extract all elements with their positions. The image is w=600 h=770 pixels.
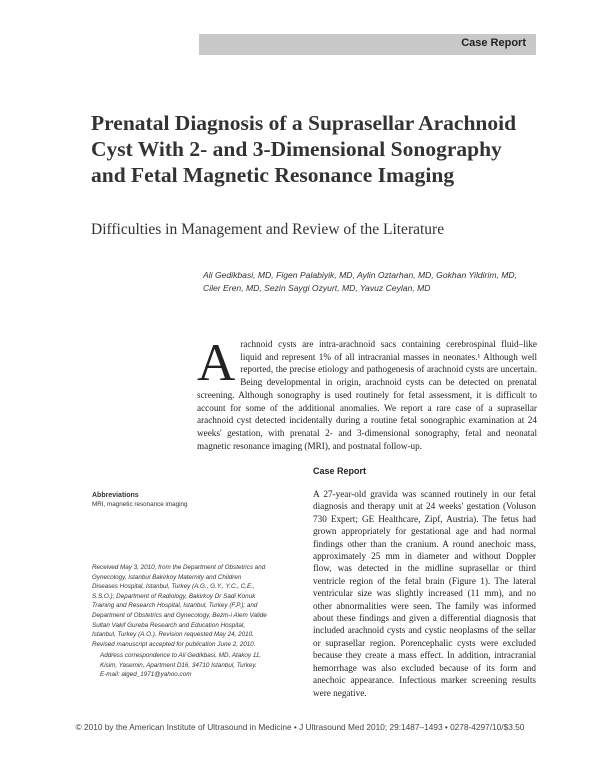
correspondence-email: E-mail: alged_1971@yahoo.com xyxy=(100,671,192,679)
case-report-body: A 27-year-old gravida was scanned routinely in our fetal diagnosis and therapy unit at 24 weeks' gestation (Voluson 730 Expert; GE Healthcare, Zipf, Austria). The fetus had grown appropriately for gestational age and had normal findings other than the cranium. A round anechoic mass, approximately 25 mm in diameter and without Doppler flow, was detected in the midline suprasellar or third ventricle region of the fetal brain (Figure 1). The lateral ventricular size was slightly increased (11 mm), and no other abnormalities were seen. The family was informed about these findings and given a differential diagnosis that included arachnoid cysts and cystic neoplasms of the sellar or suprasellar region. Porencephalic cysts were excluded because they create a mass effect. In addition, intracranial hemorrhage was also excluded because of its form and anechoic appearance. Infectious marker screening results were negative. xyxy=(313,489,536,698)
abstract-text: rachnoid cysts are intra-arachnoid sacs containing cerebrospinal fluid–like liquid and represent 1% of all intracranial masses in neonates.¹ Although well reported, the precise etiology and pathogenesis of arachnoid cysts are uncertain. Being developmental in origin, arachnoid cysts can be detected on prenatal screening. Although sonography is used routinely for fetal assessment, it is difficult to account for some of the additional anomalies. We report a rare case of a suprasellar arachnoid cyst detected incidentally during a routine fetal sonographic examination at 24 weeks' gestation, with prenatal 2- and 3-dimensional sonography, fetal and neonatal magnetic resonance imaging (MRI), and postnatal follow-up. xyxy=(197,339,537,451)
section-label: Case Report xyxy=(461,37,526,49)
article-subtitle: Difficulties in Management and Review of the Literature xyxy=(91,221,445,238)
abstract xyxy=(197,334,537,452)
case-report-heading: Case Report xyxy=(313,466,367,476)
correspondence-address: Address correspondence to Ali Gedikbasi, MD, Atakoy 11, Kisim, Yasemin, Apartment D16, 34710 Istanbul, Turkey. xyxy=(100,652,262,669)
abbreviations-text: MRI, magnetic resonance imaging xyxy=(92,501,188,508)
section-header-bar xyxy=(199,34,536,55)
article-title: Prenatal Diagnosis of a Suprasellar Arachnoid Cyst With 2- and 3-Dimensional Sonography and Fetal Magnetic Resonance Imaging xyxy=(91,111,517,187)
abbreviations-heading: Abbreviations xyxy=(92,492,139,499)
page-footer: © 2010 by the American Institute of Ultrasound in Medicine • J Ultrasound Med 2010; 29:1487–1493 • 0278-4297/10/$3.50 xyxy=(75,722,525,732)
received-note: Received May 3, 2010, from the Department of Obstetrics and Gynecology, Istanbul Bakirkoy Maternity and Children Diseases Hospital, Istanbul, Turkey (A.G., G.Y., Y.C., C.E., S.S.O.); Department of Radiology, Bakirkoy Dr Sadi Konuk Training and Research Hospital, Istanbul, Turkey (F.P.); and Department of Obstetrics and Gynecology, Bezm-i Alem Valide Sultan Vakif Gureba Research and Education Hospital, Istanbul, Turkey (A.O.). Revision requested May 24, 2010. Revised manuscript accepted for publication June 2, 2010. xyxy=(92,564,267,648)
author-list: Ali Gedikbasi, MD, Figen Palabiyik, MD, Aylin Oztarhan, MD, Gokhan Yildirim, MD, Ciler Eren, MD, Sezin Saygi Ozyurt, MD, Yavuz Ceylan, MD xyxy=(203,270,518,293)
correspondence-block xyxy=(92,651,268,680)
abstract-dropcap: A xyxy=(197,334,236,392)
